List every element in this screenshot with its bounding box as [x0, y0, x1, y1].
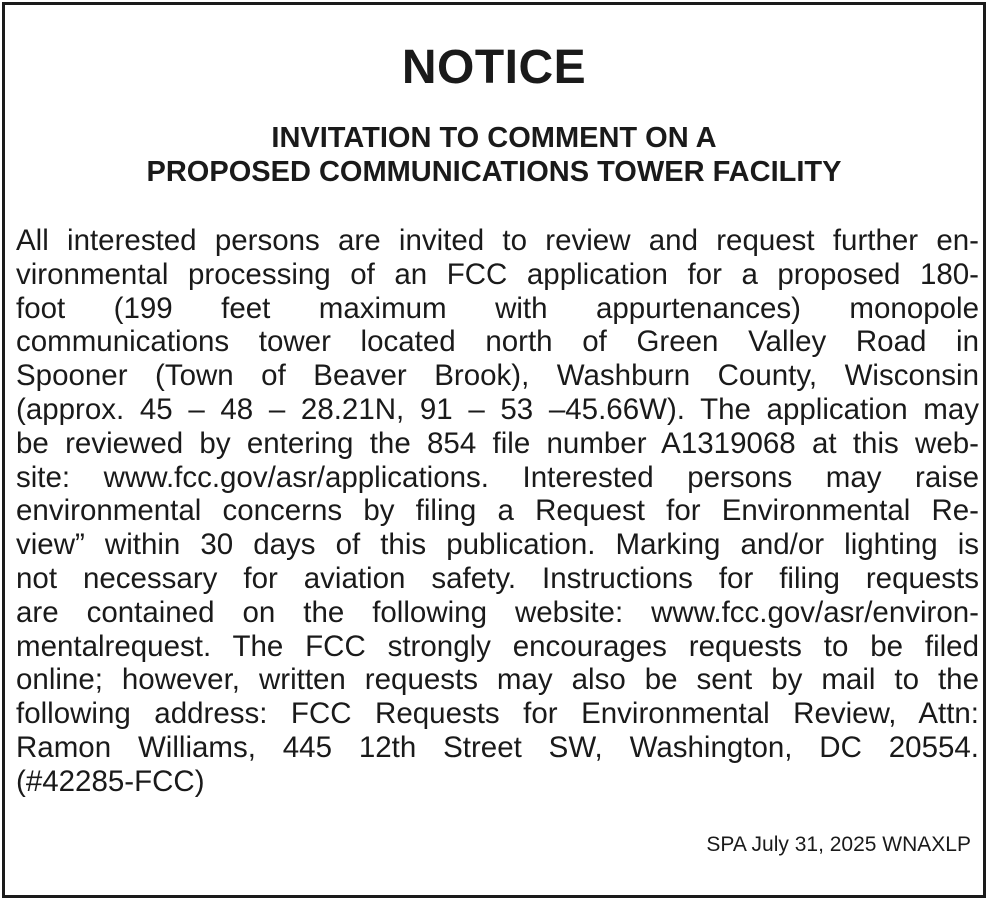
body-line: are contained on the following website: www.fcc.gov/asr/environ- [16, 595, 979, 629]
notice-title: NOTICE [401, 41, 587, 94]
body-line: Ramon Williams, 445 12th Street SW, Washington, DC 20554. [16, 730, 979, 764]
notice-subtitle [5, 121, 983, 189]
body-line: site: www.fcc.gov/asr/applications. Interested persons may raise [16, 460, 979, 494]
subtitle-line: PROPOSED COMMUNICATIONS TOWER FACILITY [146, 156, 842, 188]
legal-notice [2, 2, 986, 898]
body-line: not necessary for aviation safety. Instructions for filing requests [16, 561, 979, 595]
body-line: communications tower located north of Green Valley Road in [16, 325, 979, 359]
body-line: Spooner (Town of Beaver Brook), Washburn County, Wisconsin [16, 359, 979, 393]
body-line: vironmental processing of an FCC application for a proposed 180- [16, 257, 979, 291]
publication-footer: SPA July 31, 2025 WNAXLP [706, 833, 971, 856]
body-line: All interested persons are invited to review and request further en- [16, 224, 979, 257]
body-line: (approx. 45 – 48 – 28.21N, 91 – 53 –45.66W). The application may [16, 392, 979, 426]
body-line: be reviewed by entering the 854 file number A1319068 at this web- [16, 426, 979, 460]
body-line: online; however, written requests may also be sent by mail to the [16, 663, 979, 697]
body-line: following address: FCC Requests for Environmental Review, Attn: [16, 697, 979, 731]
body-line: view” within 30 days of this publication. Marking and/or lighting is [16, 528, 979, 562]
subtitle-line: INVITATION TO COMMENT ON A [271, 122, 717, 154]
body-line: (#42285-FCC) [16, 764, 205, 798]
body-line: mentalrequest. The FCC strongly encourages requests to be filed [16, 629, 979, 663]
notice-body [16, 224, 979, 799]
body-line: environmental concerns by filing a Request for Environmental Re- [16, 494, 979, 528]
body-line: foot (199 feet maximum with appurtenances) monopole [16, 291, 979, 325]
